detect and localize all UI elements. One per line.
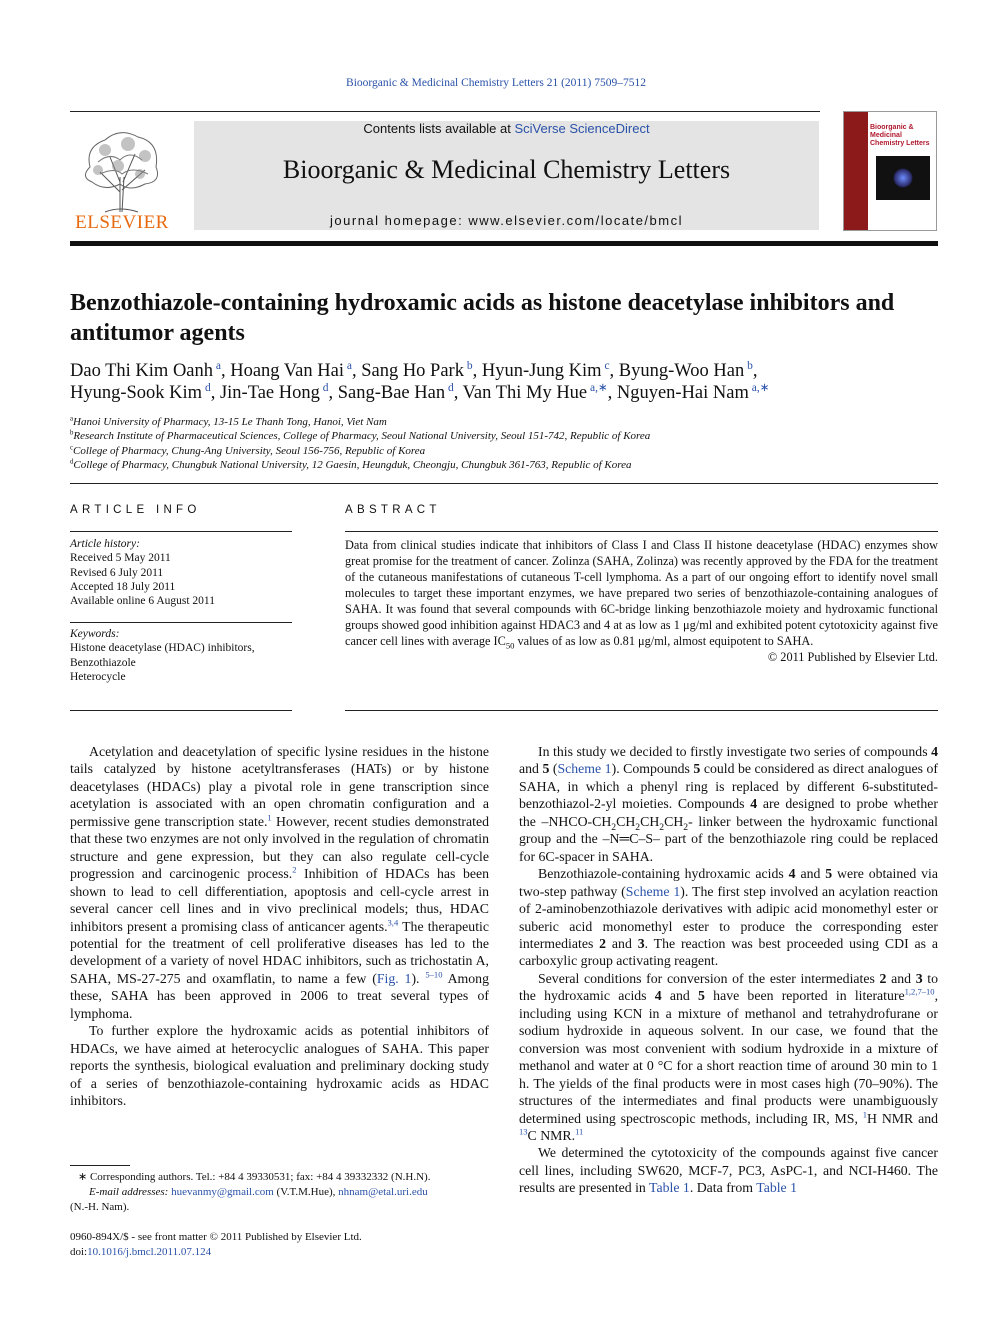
affiliation-marker[interactable]: c <box>601 359 610 372</box>
email-link-hue[interactable]: huevanmy@gmail.com <box>171 1186 274 1198</box>
history-item: Revised 6 July 2011 <box>70 566 164 579</box>
abstract-text: Data from clinical studies indicate that inhibitors of Class I and Class II histone deacetylase (HDAC) enzymes show great promise for the treatment of cancer. Zolinza (SAHA, Zolinza) was recently approved by the FDA for the treatment of the cutaneous manifestations of cutaneous T-cell lymphoma. As a part of our ongoing effort to identify novel small molecules to target these important enzymes, we have prepared two series of benzothiazole-containing analogues of SAHA. It was found that several compounds with 6C-bridge linking benzothiazole moiety and hydroxamic functional groups showed good inhibition against HDAC3 and 4 at as low as 1 μg/ml and exhibited potent cytotoxicity against five cancer cell lines with average $IC_{50}$ values of as low as 0.81 μg/ml, almost equipotent to SAHA. © 2011 Published by Elsevier Ltd. <box>345 538 938 664</box>
keywords-label: Keywords: <box>70 628 120 640</box>
compound-number: 4 <box>931 744 938 759</box>
compound-number: 5 <box>825 866 833 882</box>
doi-link[interactable]: 10.1016/j.bmcl.2011.07.124 <box>87 1246 212 1258</box>
keyword-item: Heterocycle <box>70 670 126 683</box>
subscript: 2 <box>659 821 665 833</box>
body-left-column <box>70 743 489 1110</box>
affiliation-marker[interactable]: d <box>445 381 454 394</box>
article-info-bottom-rule <box>70 710 292 711</box>
email-owner: (N.-H. Nam). <box>70 1201 130 1213</box>
history-item: Available online 6 August 2011 <box>70 595 216 608</box>
journal-homepage[interactable]: journal homepage: www.elsevier.com/locate/bmcl <box>330 213 683 228</box>
reference-citation[interactable]: 5–10 <box>425 969 443 980</box>
reference-citation[interactable]: 11 <box>575 1126 584 1137</box>
compound-number: 5 <box>542 761 550 777</box>
keywords <box>70 627 292 684</box>
journal-citation[interactable]: Bioorganic & Medicinal Chemistry Letters 21 (2011) 7509–7512 <box>346 77 646 89</box>
cover-image <box>876 156 930 200</box>
compound-number: 4 <box>788 866 796 882</box>
body-paragraph: Several conditions for conversion of the ester intermediates 2 and 3 to the hydroxamic acids 4 and 5 have been reported in literature$^{1,2,7-10}$, including using KCN in a mixture of methanol and tetrahydrofurane or sodium hydroxide in aqueous solvent. In our case, we found that the conversion was most convenient with sodium hydroxide in a mixture of methanol and water at 0 °C for a short reaction time of around 30 min to 1 h. The yields of the final products were in most cases high (70–90%). The structures of the intermediates and final products were unambiguously determined using spectroscopic methods, including IR, MS, $^1$H NMR and $^{13}$C NMR.$^{11}$ <box>519 970 939 1143</box>
author-name: Byung-Woo Han <box>618 361 745 381</box>
compound-number: 5 <box>698 988 705 1004</box>
affiliation-marker[interactable]: a,∗ <box>587 381 608 394</box>
author-name: Sang Ho Park <box>361 361 464 381</box>
body-paragraph: We determined the cytotoxicity of the compounds against five cancer cell lines, including SW620, MCF-7, PC3, AsPC-1, and NCI-H460. The results are presented in Table 1. Data from Table 1 <box>519 1145 938 1196</box>
elsevier-wordmark: ELSEVIER <box>75 212 169 233</box>
affiliation-list <box>70 415 938 472</box>
body-paragraph: Acetylation and deacetylation of specific lysine residues in the histone tails catalyzed by histone acetyltransferases (HATs) or by histone deacetylases (HDACs) play a pivotal role in gene transcription since acetylation is associated with an open chromatin configuration and a permissive gene transcription state.$^1$ However, recent studies demonstrated that these two enzymes are not only involved in the regulation of chromatin structure and gene expression, but they can also regulate cell-cycle progression and carcinogenic process.$^2$ Inhibition of HDACs has been shown to lead to cell differentiation, apoptosis and cell-cycle arrest in several cancer cell lines and in vivo preclinical models; thus, HDAC inhibitors present a promising class of anticancer agents.$^{3,4}$ The therapeutic potential for the treatment of cell proliferative diseases has led to the development of a variety of novel HDAC inhibitors, such as trichostatin A, SAHA, MS-27-275 and oxamflatin, to name a few (Fig. 1). $^{5-10}$ Among these, SAHA has been approved in 2006 to treat several types of lymphoma. <box>70 744 489 1021</box>
contents-line: Contents lists available at SciVerse ScienceDirect <box>363 121 650 136</box>
title-rule <box>70 483 938 484</box>
author-list: Dao Thi Kim Oanh $^a$, Hoang Van Hai $^a$, Sang Ho Park $^b$, Hyun-Jung Kim $^c$, Byung-Woo Han $^b$, Hyung-Sook Kim $^d$, Jin-Tae Hong $^d$, Sang-Bae Han $^d$, Van Thi My Hue $^{a,∗}$, Nguyen-Hai Nam $^{a,∗}$ <box>70 359 770 403</box>
figure-link[interactable]: Table 1 <box>756 1180 798 1196</box>
compound-number: 4 <box>750 796 758 812</box>
affiliation-item: $^d$College of Pharmacy, Chungbuk National University, 12 Gaesin, Heungduk, Cheongju, Chungbuk 361-763, Republic of Korea <box>70 458 632 471</box>
email-label: E-mail addresses: <box>89 1186 169 1198</box>
body-paragraph: To further explore the hydroxamic acids as potential inhibitors of HDACs, we have aimed at heterocyclic analogues of SAHA. This paper reports the synthesis, biological evaluation and preliminary docking study of a series of benzothiazole-containing hydroxamic acids as HDAC inhibitors. <box>70 1023 489 1109</box>
article-info-heading: ARTICLE INFO <box>70 504 201 516</box>
issn-line: 0960-894X/$ - see front matter © 2011 Published by Elsevier Ltd. <box>70 1231 362 1243</box>
header-rule <box>70 111 820 112</box>
compound-number: 3 <box>915 970 923 986</box>
author-name: Nguyen-Hai Nam <box>616 383 749 403</box>
email-link-nam[interactable]: nhnam@etal.uri.edu <box>338 1186 428 1198</box>
abstract-copyright: © 2011 Published by Elsevier Ltd. <box>767 650 938 664</box>
compound-number: 3 <box>637 935 645 951</box>
compound-number: 2 <box>599 935 607 951</box>
affiliation-marker[interactable]: d <box>319 381 329 394</box>
figure-link[interactable]: Scheme 1 <box>625 883 681 899</box>
author-name: Jin-Tae Hong <box>219 383 320 403</box>
reference-citation[interactable]: 1 <box>862 1108 868 1119</box>
cover-title: Bioorganic & Medicinal Chemistry Letters <box>870 124 930 147</box>
figure-link[interactable]: Table 1 <box>649 1180 690 1196</box>
figure-link[interactable]: Fig. 1 <box>376 970 412 986</box>
footnote: ∗ Corresponding authors. Tel.: +84 4 39330531; fax: +84 4 39332332 (N.H.N). E-mail addresses: huevanmy@gmail.com (V.T.M.Hue), nhnam@etal.uri.edu (N.-H. Nam). <box>70 1170 489 1215</box>
author-name: Sang-Bae Han <box>337 383 446 403</box>
history-item: Received 5 May 2011 <box>70 552 171 565</box>
keyword-item: Histone deacetylase (HDAC) inhibitors, <box>70 642 255 655</box>
corresponding-author-note: ∗ Corresponding authors. Tel.: +84 4 39330531; fax: +84 4 39332332 (N.H.N). <box>78 1171 431 1183</box>
reference-citation[interactable]: 1 <box>267 812 272 823</box>
compound-number: 4 <box>654 988 662 1004</box>
history-label: Article history: <box>70 538 140 550</box>
abstract-heading: ABSTRACT <box>345 504 441 516</box>
subscript: 2 <box>611 821 617 833</box>
author-name: Hyun-Jung Kim <box>481 361 602 381</box>
subscript: 2 <box>683 821 689 833</box>
affiliation-marker[interactable]: b <box>744 359 753 372</box>
article-history <box>70 537 292 608</box>
author-name: Hyung-Sook Kim <box>70 383 203 403</box>
affiliation-marker[interactable]: d <box>202 381 211 394</box>
affiliation-item: $^b$Research Institute of Pharmaceutical Sciences, College of Pharmacy, Seoul National University, Seoul 151-742, Republic of Korea <box>70 429 651 443</box>
keyword-item: Benzothiazole <box>70 656 136 669</box>
subscript: 2 <box>635 821 641 833</box>
front-matter-line: 0960-894X/$ - see front matter © 2011 Published by Elsevier Ltd. doi:10.1016/j.bmcl.2011.07.124 <box>70 1230 670 1260</box>
author-name: Hoang Van Hai <box>230 361 344 381</box>
reference-citation[interactable]: 2 <box>292 864 297 875</box>
reference-citation[interactable]: 1,2,7–10 <box>904 986 935 997</box>
journal-cover-thumbnail <box>843 111 937 231</box>
figure-link[interactable]: Scheme 1 <box>557 761 612 777</box>
author-name: Van Thi My Hue <box>462 383 588 403</box>
body-right-column <box>519 743 938 1197</box>
affiliation-marker[interactable]: b <box>463 359 473 372</box>
abstract-rule <box>345 531 938 532</box>
affiliation-marker[interactable]: a,∗ <box>748 381 770 394</box>
keywords-rule <box>70 622 292 623</box>
body-paragraph: Benzothiazole-containing hydroxamic acids 4 and 5 were obtained via two-step pathway (Scheme 1). The first step involved an acylation reaction of 2-aminobenzothiazole derivatives with adipic acid monomethyl ester or suberic acid monomethyl ester to produce the corresponding ester intermediates 2 and 3. The reaction was best proceeded using CDI as a carboxylic group activating reagent. <box>519 866 938 969</box>
reference-citation[interactable]: 13 <box>519 1126 528 1137</box>
article-title: Benzothiazole-containing hydroxamic acids as histone deacetylase inhibitors and antitumor agents <box>70 290 895 346</box>
header-thick-rule <box>70 241 938 246</box>
article-info-rule <box>70 531 292 532</box>
author-name: Dao Thi Kim Oanh <box>70 361 214 381</box>
body-paragraph: In this study we decided to firstly investigate two series of compounds 4 and 5 (Scheme 1). Compounds 5 could be considered as direct analogues of SAHA, in which a phenyl ring is replaced by different 6-substituted-benzothiazol-2-yl moieties. Compounds 4 are designed to probe whether the $-NHCO-CH_2CH_2CH_2CH_2-$ linker between the hydroxamic functional group and the –N═C–S– part of the benzothiazole ring could be replaced for 6C-spacer in SAHA. <box>519 744 938 864</box>
compound-number: 2 <box>879 970 887 986</box>
sciencedirect-link[interactable]: SciVerse ScienceDirect <box>514 121 650 136</box>
history-item: Accepted 18 July 2011 <box>70 580 176 593</box>
affiliation-item: $^c$College of Pharmacy, Chung-Ang University, Seoul 156-756, Republic of Korea <box>70 443 426 457</box>
abstract-bottom-rule <box>345 710 938 711</box>
journal-title: Bioorganic & Medicinal Chemistry Letters <box>282 155 731 184</box>
footnote-rule <box>70 1165 130 1166</box>
affiliation-marker[interactable]: a <box>213 359 221 372</box>
affiliation-marker[interactable]: a <box>343 359 352 372</box>
compound-number: 5 <box>693 761 701 777</box>
affiliation-item: $^a$Hanoi University of Pharmacy, 13-15 Le Thanh Tong, Hanoi, Viet Nam <box>70 415 387 428</box>
reference-citation[interactable]: 3,4 <box>387 916 399 927</box>
